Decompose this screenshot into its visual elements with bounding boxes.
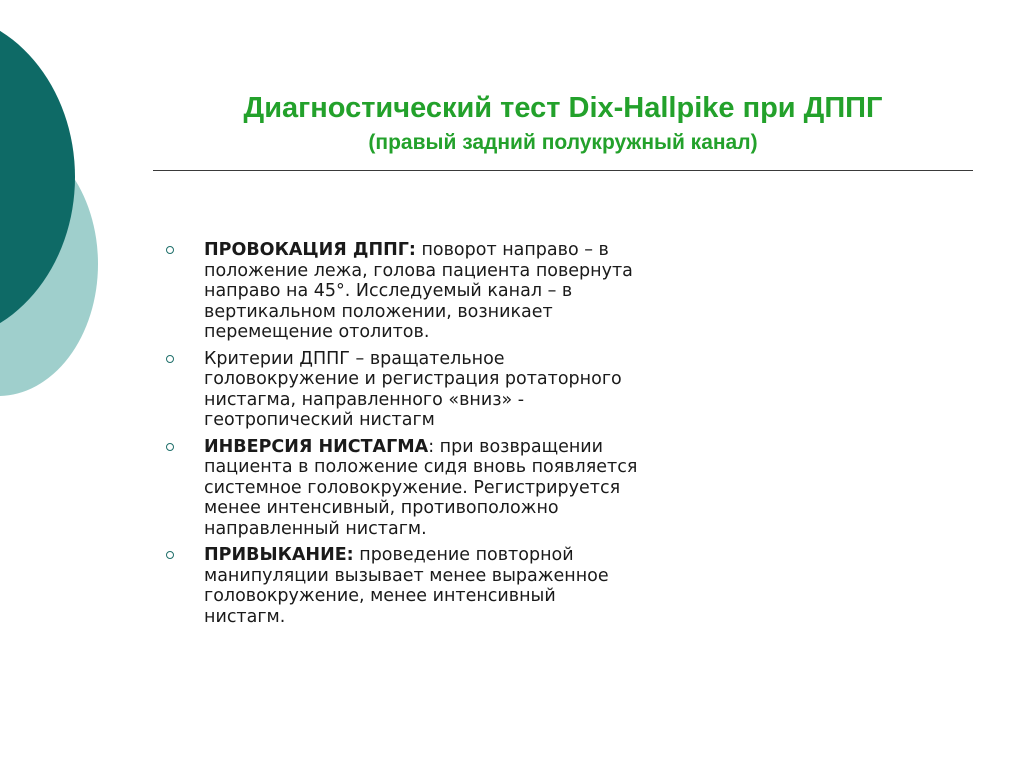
bullet-circle-icon bbox=[166, 551, 174, 559]
bullet-item bbox=[160, 240, 640, 343]
title-divider bbox=[153, 170, 973, 171]
bullet-lead: ПРОВОКАЦИЯ ДППГ: bbox=[204, 240, 416, 260]
bullet-lead: ИНВЕРСИЯ НИСТАГМА bbox=[204, 436, 429, 457]
slide-subtitle: (правый задний полукружный канал) bbox=[368, 131, 758, 154]
bullet-list bbox=[160, 240, 640, 633]
bullet-circle-icon bbox=[166, 246, 174, 254]
bullet-text: поворот направо – в положение лежа, голова пациента повернута направо на 45°. Исследуемый канал – в вертикальном положении, возникает перемещение отолитов. bbox=[204, 240, 633, 342]
bullet-text: Критерии ДППГ – вращательное головокружение и регистрация ротаторного нистагма, направленного «вниз» - геотропический нистагм bbox=[204, 348, 622, 430]
title-block bbox=[150, 88, 976, 158]
bullet-lead: ПРИВЫКАНИЕ: bbox=[204, 545, 354, 565]
bullet-circle-icon bbox=[166, 355, 174, 363]
bullet-item bbox=[160, 545, 640, 627]
slide-title: Диагностический тест Dix-Hallpike при ДППГ bbox=[243, 92, 883, 124]
bullet-text: : при возвращении пациента в положение сидя вновь появляется системное головокружение. Регистрируется менее интенсивный, противоположно направленный нистагм. bbox=[204, 436, 638, 539]
bullet-text: проведение повторной манипуляции вызывает менее выраженное головокружение, менее интенсивный нистагм. bbox=[204, 545, 609, 627]
bullet-item bbox=[160, 349, 640, 431]
bullet-item bbox=[160, 437, 640, 540]
bullet-circle-icon bbox=[166, 443, 174, 451]
